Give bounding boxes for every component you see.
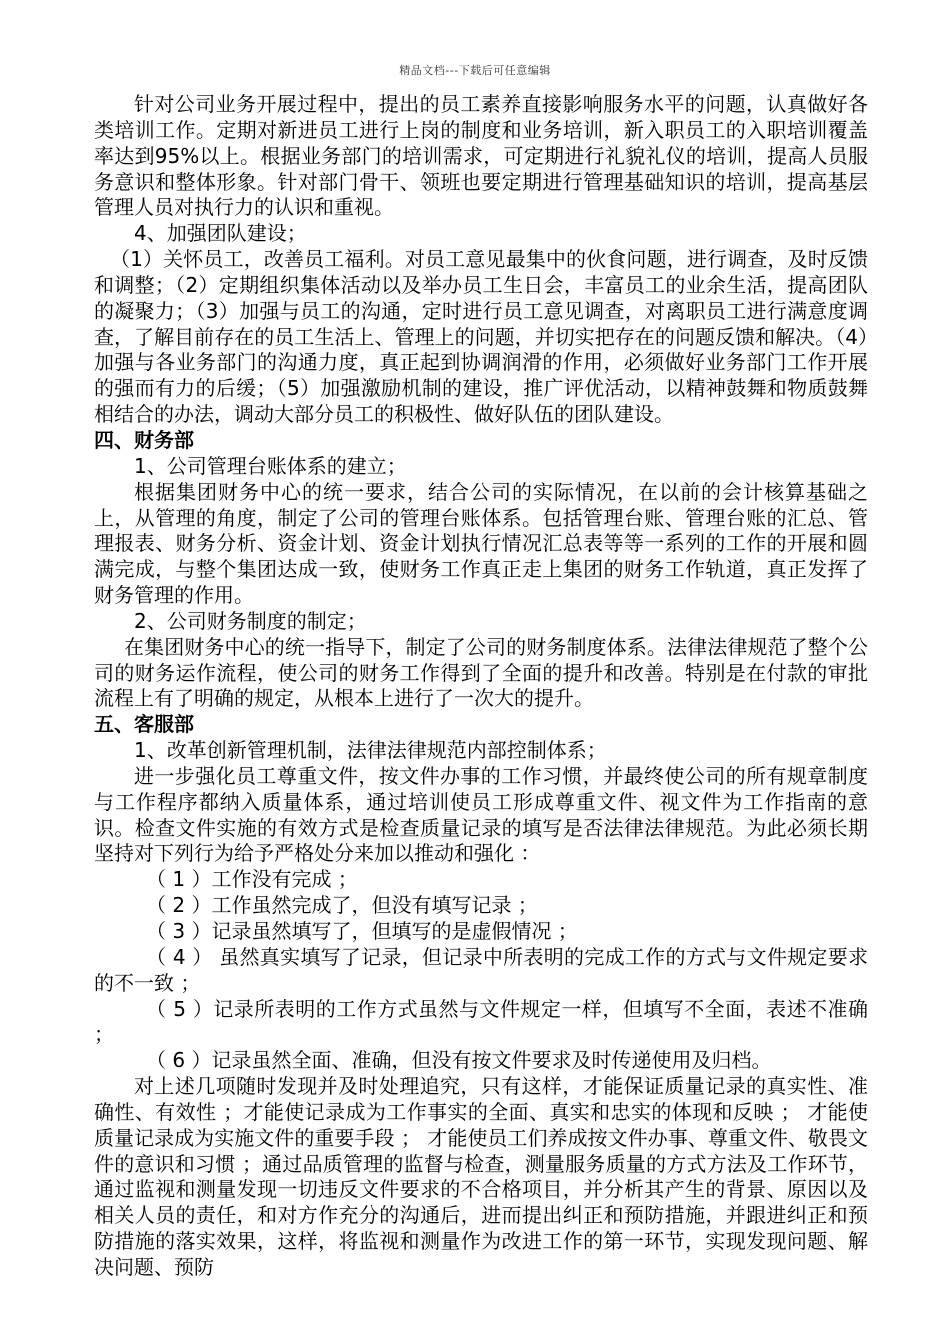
paragraph-team-building: （1）关怀员工，改善员工福利。对员工意见最集中的伙食问题，进行调查，及时反馈和调整；（2）定期组织集体活动以及举办员工生日会，丰富员工的业余生活，提高团队的凝聚力；（3）加强与员工的沟通，定时进行员工意见调查，对离职员工进行满意度调查，了解目前存在的员工生活上、管理上的问题，并切实把存在的问题反馈和解决。（4）加强与各业务部门的沟通力度，真正起到协调润滑的作用，必须做好业务部门工作开展的强而有力的后缓；（5）加强激励机制的建设，推广评优活动，以精神鼓舞和物质鼓舞相结合的办法，调动大部分员工的积极性、做好队伍的团队建设。 [94,247,868,427]
subheading-control-system: 1、改革创新管理机制，法律法律规范内部控制体系； [134,738,607,763]
section-heading-customer-service: 五、客服部 [94,712,194,737]
paragraph-ledger-system: 根据集团财务中心的统一要求，结合公司的实际情况，在以前的会计核算基础之上，从管理的角度，制定了公司的管理台账体系。包括管理台账、管理台账的汇总、管理报表、财务分析、资金计划、资金计划执行情况汇总表等等一系列的工作的开展和圆满完成，与整个集团达成一致，使财务工作真正走上集团的财务工作轨道，真正发挥了财务管理的作用。 [94,479,868,608]
list-item: （ 2 ）工作虽然完成了，但没有填写记录 ； [146,893,538,918]
section-heading-finance: 四、财务部 [94,427,194,452]
paragraph-training: 针对公司业务开展过程中，提出的员工素养直接影响服务水平的问题，认真做好各类培训工作。定期对新进员工进行上岗的制度和业务培训，新入职员工的入职培训覆盖率达到95%以上。根据业务部门的培训需求，可定期进行礼貌礼仪的培训，提高人员服务意识和整体形象。针对部门骨干、领班也要定期进行管理基础知识的培训，提高基层管理人员对执行力的认识和重视。 [94,92,868,220]
subheading-team-building: 4、加强团队建设； [134,221,307,246]
document-body [94,92,868,1281]
paragraph-quality-records: 对上述几项随时发现并及时处理追究，只有这样，才能保证质量记录的真实性、准确性、有效性 ；才能使记录成为工作事实的全面、真实和忠实的体现和反映 ； 才能使质量记录成为实施文件的重要手段 ； 才能使员工们养成按文件办事、尊重文件、敬畏文件的意识和习惯 ；通过品质管理的监督与检查，测量服务质量的方式方法及工作环节，通过监视和测量发现一切违反文件要求的不合格项目，并分析其产生的背景、原因以及相关人员的责任，和对方作充分的沟通后，进而提出纠正和预防措施，并跟进纠正和预防措施的落实效果，这样，将监视和测量作为改进工作的第一环节，实现发现问题、解决问题、预防 [94,1074,868,1279]
subheading-finance-rules: 2、公司财务制度的制定； [134,608,367,633]
list-item: （ 6 ）记录虽然全面、准确，但没有按文件要求及时传递使用及归档。 [146,1048,772,1073]
list-item: （ 4 ） 虽然真实填写了记录，但记录中所表明的完成工作的方式与文件规定要求的不一致 ； [94,944,868,995]
paragraph-documents: 进一步强化员工尊重文件，按文件办事的工作习惯，并最终使公司的所有规章制度与工作程序都纳入质量体系，通过培训使员工形成尊重文件、视文件为工作指南的意识。检查文件实施的有效方式是检查质量记录的填写是否法律法律规范。为此必须长期坚持对下列行为给予严格处分来加以推动和强化 ： [94,763,868,866]
list-item: （ 5 ）记录所表明的工作方式虽然与文件规定一样，但填写不全面，表述不准确 ； [94,996,868,1047]
page-header: 精品文档---下载后可任意编辑 [399,64,551,77]
list-item: （ 1 ）工作没有完成 ； [146,867,358,892]
paragraph-finance-rules: 在集团财务中心的统一指导下，制定了公司的财务制度体系。法律法律规范了整个公司的财务运作流程，使公司的财务工作得到了全面的提升和改善。特别是在付款的审批流程上有了明确的规定，从根本上进行了一次大的提升。 [94,634,868,711]
list-item: （ 3 ）记录虽然填写了，但填写的是虚假情况 ； [146,919,578,943]
subheading-ledger-system: 1、公司管理台账体系的建立； [134,453,407,478]
